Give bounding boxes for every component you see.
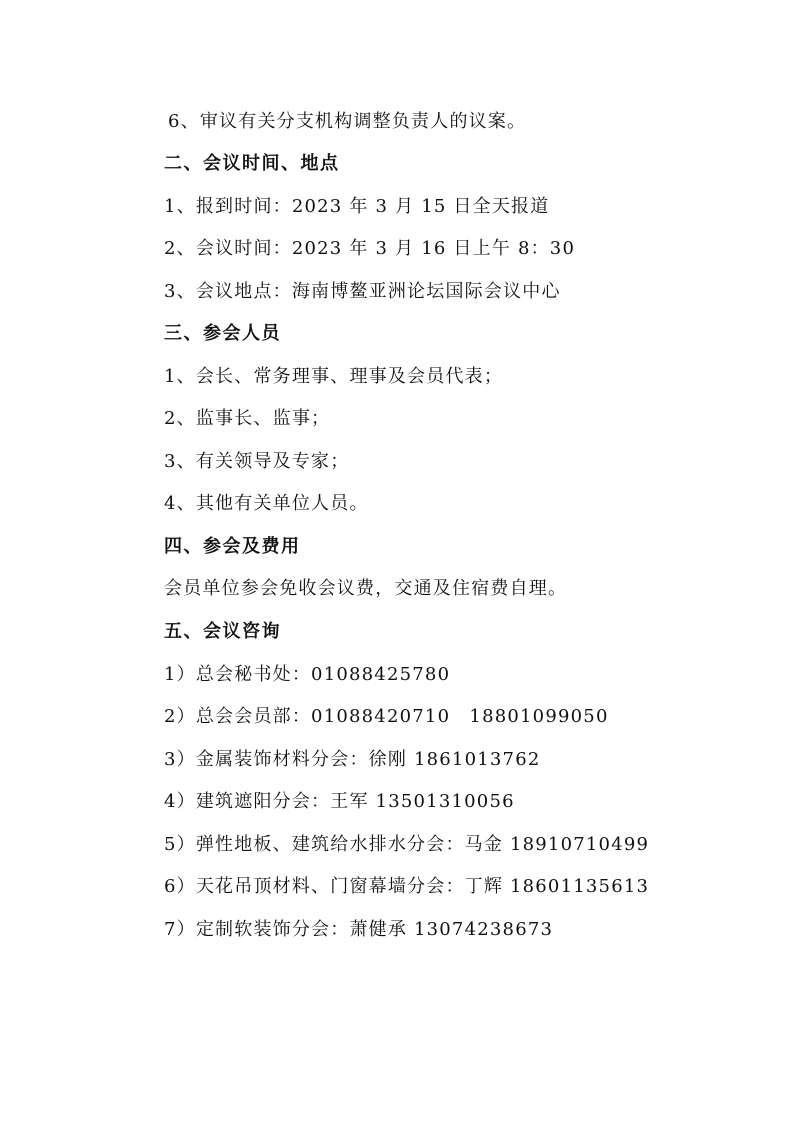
contact-item-1: 1）总会秘书处：01088425780: [164, 664, 451, 685]
fees-text: 会员单位参会免收会议费，交通及住宿费自理。: [164, 578, 568, 599]
contact-item-3: 3）金属装饰材料分会：徐刚 1861013762: [164, 749, 541, 770]
item-attendee-2: 2、监事长、监事；: [164, 408, 331, 429]
heading-attendees: 三、参会人员: [164, 323, 281, 344]
item-meeting-place: 3、会议地点：海南博鳌亚洲论坛国际会议中心: [164, 281, 561, 302]
heading-contact: 五、会议咨询: [164, 621, 281, 642]
contact-item-5: 5）弹性地板、建筑给水排水分会：马金 18910710499: [164, 834, 650, 855]
contact-item-2: 2）总会会员部：01088420710 18801099050: [164, 706, 609, 727]
heading-time-place: 二、会议时间、地点: [164, 153, 340, 174]
agenda-item-6: 6、审议有关分支机构调整负责人的议案。: [168, 111, 527, 132]
heading-fees: 四、参会及费用: [164, 536, 301, 557]
contact-item-6: 6）天花吊顶材料、门窗幕墙分会：丁辉 18601135613: [164, 876, 650, 897]
contact-item-7: 7）定制软装饰分会：萧健承 13074238673: [164, 919, 554, 940]
item-attendee-3: 3、有关领导及专家；: [164, 451, 350, 472]
item-meeting-time: 2、会议时间：2023 年 3 月 16 日上午 8：30: [164, 238, 576, 259]
item-attendee-1: 1、会长、常务理事、理事及会员代表；: [164, 366, 504, 387]
contact-item-4: 4）建筑遮阳分会：王军 13501310056: [164, 791, 515, 812]
item-attendee-4: 4、其他有关单位人员。: [164, 493, 369, 514]
item-check-in-time: 1、报到时间：2023 年 3 月 15 日全天报道: [164, 196, 550, 217]
